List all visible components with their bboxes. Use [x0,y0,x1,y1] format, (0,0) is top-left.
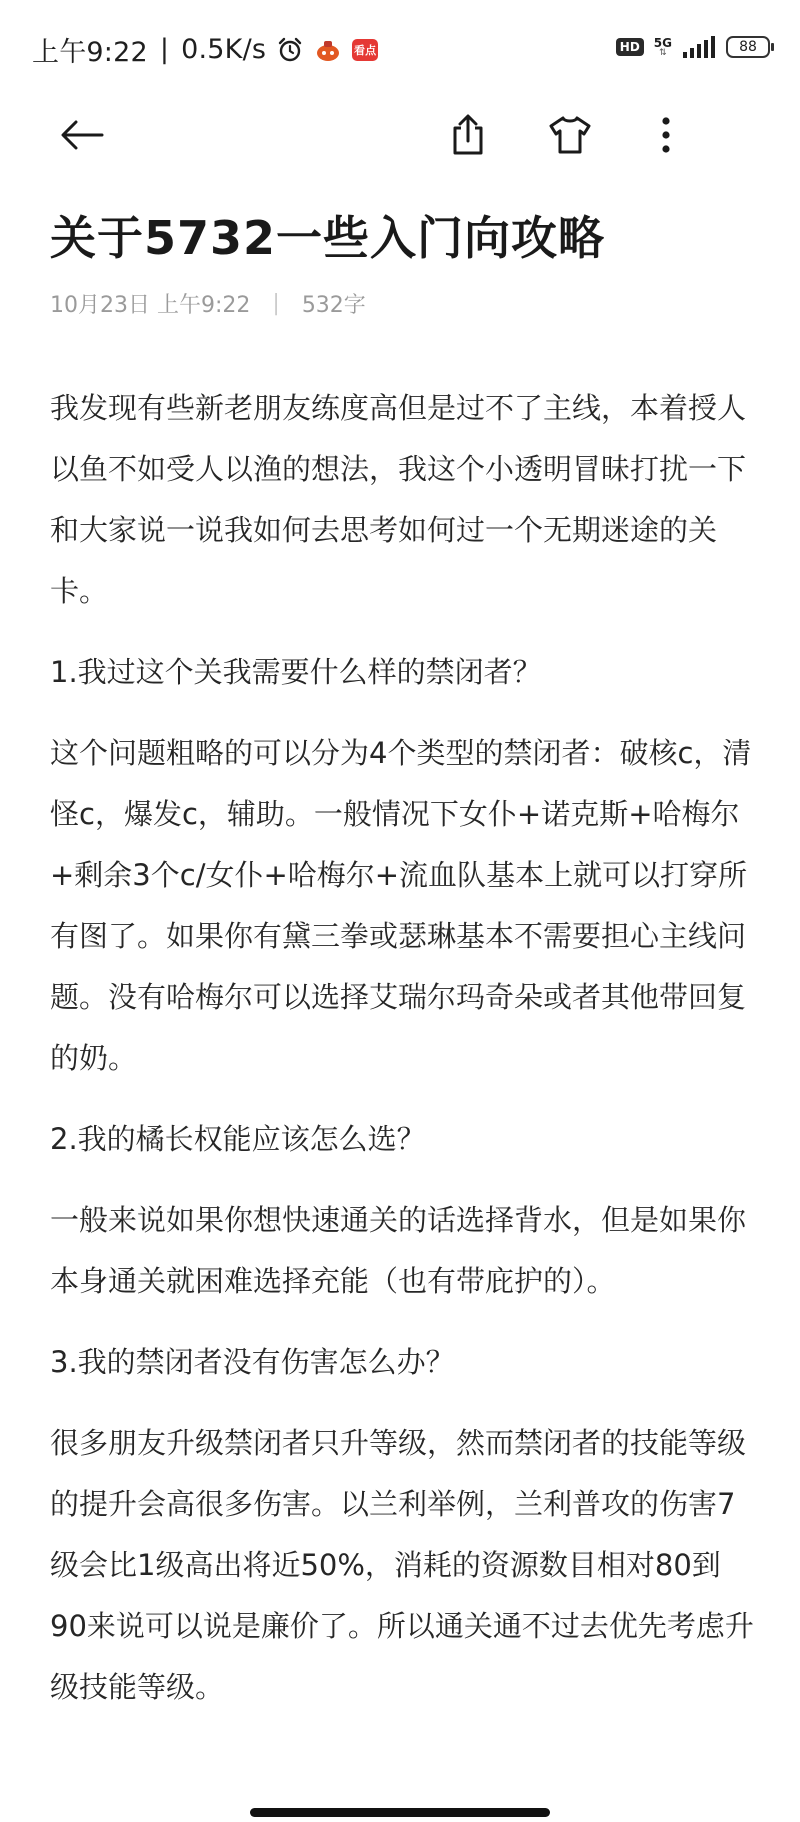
status-separator: | [159,34,170,65]
back-arrow-icon [60,119,104,151]
status-right [616,36,770,58]
note-title: 关于5732一些入门向攻略 [50,211,606,265]
hd-badge: HD [616,38,644,56]
tshirt-icon [548,115,592,155]
note-body[interactable] [50,378,755,1738]
status-time: 上午9:22 [32,37,148,68]
note-meta [50,288,366,319]
note-word-count: 532字 [301,293,366,318]
back-button[interactable] [52,105,112,165]
body-paragraph: 这个问题粗略的可以分为4个类型的禁闭者：破核c，清怪c，爆发c，辅助。一般情况下女仆+诺克斯+哈梅尔+剩余3个c/女仆+哈梅尔+流血队基本上就可以打穿所有图了。如果你有黛三拳或瑟琳基本不需要担心主线问题。没有哈梅尔可以选择艾瑞尔玛奇朵或者其他带回复的奶。 [50,736,752,1075]
note-date: 10月23日 上午9:22 [50,293,251,318]
battery-indicator [726,36,770,58]
share-button[interactable] [438,105,498,165]
body-paragraph: 很多朋友升级禁闭者只升等级，然而禁闭者的技能等级的提升会高很多伤害。以兰利举例，兰利普攻的伤害7级会比1级高出将近50%，消耗的资源数目相对80到90来说可以说是廉价了。所以通关通不过去优先考虑升级技能等级。 [50,1426,754,1704]
share-icon [449,114,487,156]
network-indicator [654,37,672,58]
body-paragraph: 一般来说如果你想快速通关的话选择背水，但是如果你本身通关就困难选择充能（也有带庇护的）。 [50,1203,747,1298]
status-net-speed: 0.5K/s [181,34,267,65]
theme-button[interactable] [540,105,600,165]
app-notification-icon [314,36,342,64]
status-left [32,30,378,69]
body-paragraph: 1.我过这个关我需要什么样的禁闭者？ [50,655,542,689]
news-app-notification-icon: 看点 [352,39,378,61]
battery-level: 88 [739,39,757,55]
toolbar [0,95,800,175]
body-paragraph: 2.我的橘长权能应该怎么选？ [50,1122,426,1156]
alarm-clock-icon [276,36,304,64]
body-paragraph: 3.我的禁闭者没有伤害怎么办？ [50,1345,455,1379]
home-indicator[interactable] [250,1808,550,1817]
more-vertical-icon [660,115,672,155]
more-button[interactable] [636,105,696,165]
meta-divider: | [272,291,280,316]
status-bar [0,0,800,100]
body-paragraph: 我发现有些新老朋友练度高但是过不了主线，本着授人以鱼不如受人以渔的想法，我这个小透明冒昧打扰一下和大家说一说我如何去思考如何过一个无期迷途的关卡。 [50,391,747,608]
signal-strength-icon [682,36,716,58]
network-type: 5G [653,35,672,50]
network-arrows-icon: ⇅ [659,47,667,58]
